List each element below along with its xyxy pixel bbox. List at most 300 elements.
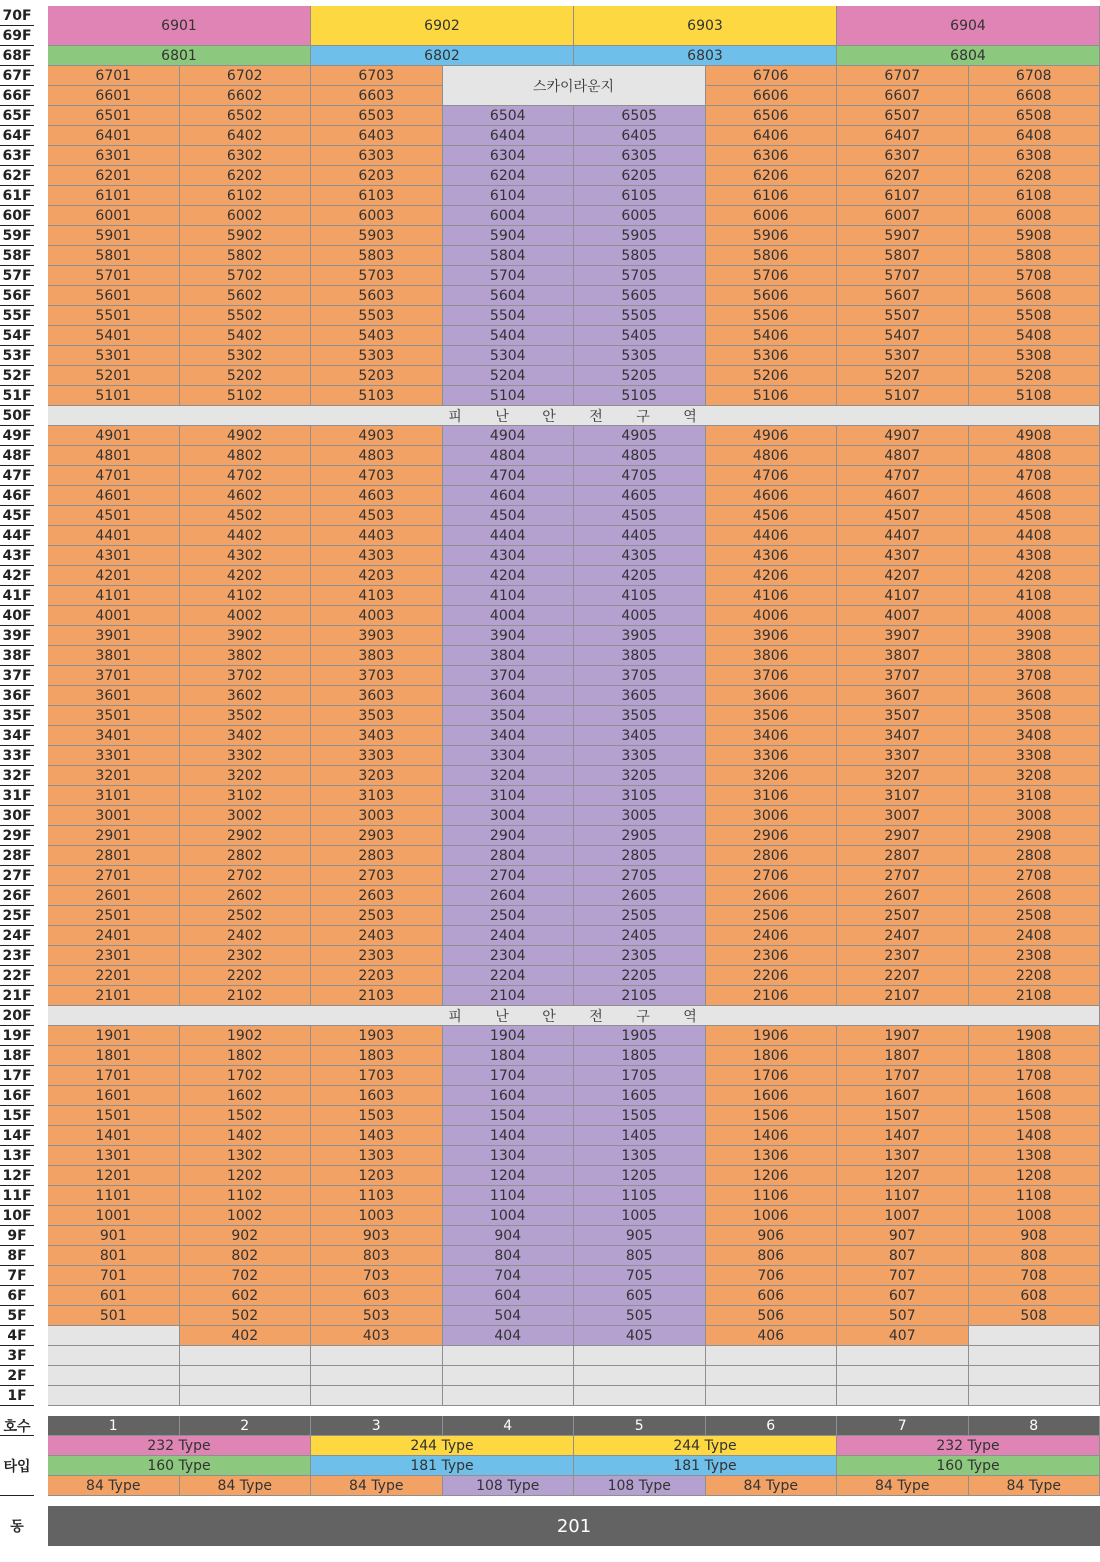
- unit-cell: 403: [311, 1326, 443, 1346]
- unit-cell: 6104: [443, 186, 575, 206]
- unit-cell: 3307: [837, 746, 969, 766]
- floor-label: 31F: [2, 788, 32, 804]
- unit-cell: 904: [443, 1226, 575, 1246]
- unit-cell: 705: [574, 1266, 706, 1286]
- unit-cell: 3908: [969, 626, 1100, 646]
- unit-cell: 1007: [837, 1206, 969, 1226]
- floor-label: 28F: [2, 848, 32, 864]
- unit-cell: 4501: [48, 506, 180, 526]
- unit-cell: 3202: [180, 766, 312, 786]
- unit-cell: 706: [706, 1266, 838, 1286]
- unit-cell: 5306: [706, 346, 838, 366]
- unit-cell: 2503: [311, 906, 443, 926]
- unit-cell: 6006: [706, 206, 838, 226]
- unit-cell: 2806: [706, 846, 838, 866]
- floor-label: 12F: [2, 1168, 32, 1184]
- unit-cell: 2908: [969, 826, 1100, 846]
- unit-cell: 5105: [574, 386, 706, 406]
- floor-label: 49F: [2, 428, 32, 444]
- unit-cell: 1908: [969, 1026, 1100, 1046]
- unit-cell: 903: [311, 1226, 443, 1246]
- unit-cell: 6204: [443, 166, 575, 186]
- unit-cell: 5508: [969, 306, 1100, 326]
- unit-cell: 6501: [48, 106, 180, 126]
- unit-cell: 2904: [443, 826, 575, 846]
- unit-cell: 1703: [311, 1066, 443, 1086]
- unit-cell: 1205: [574, 1166, 706, 1186]
- unit-cell: 5103: [311, 386, 443, 406]
- unit-cell: 5601: [48, 286, 180, 306]
- unit-cell: 5906: [706, 226, 838, 246]
- unit-cell: 3901: [48, 626, 180, 646]
- floor-label: 58F: [2, 248, 32, 264]
- refuge-area-char: 구: [636, 409, 650, 425]
- floor-label: 59F: [2, 228, 32, 244]
- unit-cell: 1304: [443, 1146, 575, 1166]
- unit-cell: 3602: [180, 686, 312, 706]
- unit-cell: 2206: [706, 966, 838, 986]
- floor-label: 36F: [2, 688, 32, 704]
- unit-cell: 5804: [443, 246, 575, 266]
- floor-label: 67F: [2, 68, 32, 84]
- unit-cell: 4406: [706, 526, 838, 546]
- refuge-area-char: 난: [495, 1009, 509, 1025]
- unit-cell: 5808: [969, 246, 1100, 266]
- unit-cell: 4708: [969, 466, 1100, 486]
- unit-cell: 5805: [574, 246, 706, 266]
- unit-cell: 3405: [574, 726, 706, 746]
- unit-cell: 2507: [837, 906, 969, 926]
- unit-cell: 4806: [706, 446, 838, 466]
- unit-number: 8: [969, 1416, 1100, 1436]
- unit-cell: 1604: [443, 1086, 575, 1106]
- refuge-area-row: [48, 1006, 1100, 1026]
- unit-cell: 905: [574, 1226, 706, 1246]
- unit-cell: 2804: [443, 846, 575, 866]
- floor-label: 44F: [2, 528, 32, 544]
- unit-cell: 2604: [443, 886, 575, 906]
- unit-cell: 1805: [574, 1046, 706, 1066]
- unit-cell: 3504: [443, 706, 575, 726]
- unit-cell: 3806: [706, 646, 838, 666]
- unit-cell: 1707: [837, 1066, 969, 1086]
- unit-cell: 504: [443, 1306, 575, 1326]
- refuge-area-char: 전: [589, 409, 603, 425]
- floor-label: 62F: [2, 168, 32, 184]
- empty-cell: [443, 1386, 575, 1406]
- unit-cell: 3302: [180, 746, 312, 766]
- unit-cell: 5705: [574, 266, 706, 286]
- unit-cell: 2305: [574, 946, 706, 966]
- unit-cell: 6708: [969, 66, 1100, 86]
- unit-cell: 3807: [837, 646, 969, 666]
- unit-cell: 1005: [574, 1206, 706, 1226]
- unit-cell: 2105: [574, 986, 706, 1006]
- refuge-area-char: 피: [448, 1009, 462, 1025]
- unit-cell: 1302: [180, 1146, 312, 1166]
- unit-cell: 4104: [443, 586, 575, 606]
- unit-cell: 1401: [48, 1126, 180, 1146]
- unit-cell: 5307: [837, 346, 969, 366]
- unit-cell: 2402: [180, 926, 312, 946]
- unit-cell: 4807: [837, 446, 969, 466]
- unit-cell: 4505: [574, 506, 706, 526]
- unit-cell: 5707: [837, 266, 969, 286]
- unit-cell: 3101: [48, 786, 180, 806]
- unit-cell: 5608: [969, 286, 1100, 306]
- unit-cell: 6606: [706, 86, 838, 106]
- floor-label: 52F: [2, 368, 32, 384]
- refuge-area-char: 안: [542, 409, 556, 425]
- unit-cell: 3402: [180, 726, 312, 746]
- unit-cell: 1104: [443, 1186, 575, 1206]
- unit-cell: 6208: [969, 166, 1100, 186]
- unit-cell: 1507: [837, 1106, 969, 1126]
- refuge-area-char: 역: [683, 1009, 697, 1025]
- unit-cell: 2706: [706, 866, 838, 886]
- empty-cell: [706, 1386, 838, 1406]
- unit-cell: 1804: [443, 1046, 575, 1066]
- unit-cell: 1308: [969, 1146, 1100, 1166]
- unit-cell: 6105: [574, 186, 706, 206]
- unit-cell: 5507: [837, 306, 969, 326]
- unit-cell: 6506: [706, 106, 838, 126]
- unit-cell: 6007: [837, 206, 969, 226]
- floor-label: 4F: [7, 1328, 27, 1344]
- unit-number: 1: [48, 1416, 180, 1436]
- empty-cell: [443, 1366, 575, 1386]
- floor-label: 65F: [2, 108, 32, 124]
- unit-cell: 1701: [48, 1066, 180, 1086]
- unit-cell: 4605: [574, 486, 706, 506]
- unit-cell: 2102: [180, 986, 312, 1006]
- unit-cell: 2408: [969, 926, 1100, 946]
- unit-cell: 3803: [311, 646, 443, 666]
- unit-cell: 6003: [311, 206, 443, 226]
- unit-cell: 1101: [48, 1186, 180, 1206]
- unit-cell: 1905: [574, 1026, 706, 1046]
- unit-cell: 3104: [443, 786, 575, 806]
- unit-cell: 2303: [311, 946, 443, 966]
- unit-cell: 1305: [574, 1146, 706, 1166]
- unit-cell: 1603: [311, 1086, 443, 1106]
- unit-cell: 4705: [574, 466, 706, 486]
- unit-cell: 4305: [574, 546, 706, 566]
- unit-cell: 6601: [48, 86, 180, 106]
- unit-cell: 1606: [706, 1086, 838, 1106]
- unit-cell: 2808: [969, 846, 1100, 866]
- unit-cell: 4906: [706, 426, 838, 446]
- unit-cell: 807: [837, 1246, 969, 1266]
- unit-cell: 4008: [969, 606, 1100, 626]
- unit-cell: 4803: [311, 446, 443, 466]
- unit-cell: 1705: [574, 1066, 706, 1086]
- unit-cell: 2704: [443, 866, 575, 886]
- floor-label: 43F: [2, 548, 32, 564]
- unit-cell: 5807: [837, 246, 969, 266]
- unit-cell: 4902: [180, 426, 312, 446]
- unit-cell: 5403: [311, 326, 443, 346]
- unit-cell: 3208: [969, 766, 1100, 786]
- unit-cell: 6405: [574, 126, 706, 146]
- unit-number: 7: [837, 1416, 969, 1436]
- floor-label: 46F: [2, 488, 32, 504]
- unit-cell: 1301: [48, 1146, 180, 1166]
- unit-cell: 6904: [837, 6, 1100, 46]
- unit-cell: 2907: [837, 826, 969, 846]
- empty-cell: [969, 1326, 1100, 1346]
- unit-cell: 2401: [48, 926, 180, 946]
- unit-cell: 3905: [574, 626, 706, 646]
- unit-cell: 4703: [311, 466, 443, 486]
- unit-cell: 6004: [443, 206, 575, 226]
- floor-label: 15F: [2, 1108, 32, 1124]
- unit-cell: 2802: [180, 846, 312, 866]
- floor-label: 39F: [2, 628, 32, 644]
- unit-cell: 4503: [311, 506, 443, 526]
- empty-cell: [969, 1366, 1100, 1386]
- unit-cell: 5101: [48, 386, 180, 406]
- unit-cell: 4205: [574, 566, 706, 586]
- floor-label: 21F: [2, 988, 32, 1004]
- unit-cell: 6308: [969, 146, 1100, 166]
- unit-cell: 3808: [969, 646, 1100, 666]
- empty-cell: [48, 1326, 180, 1346]
- unit-cell: 6403: [311, 126, 443, 146]
- unit-cell: 6903: [574, 6, 837, 46]
- unit-cell: 4402: [180, 526, 312, 546]
- unit-cell: 3404: [443, 726, 575, 746]
- unit-cell: 4908: [969, 426, 1100, 446]
- refuge-area-char: 구: [636, 1009, 650, 1025]
- floor-label: 56F: [2, 288, 32, 304]
- unit-cell: 4808: [969, 446, 1100, 466]
- unit-cell: 6306: [706, 146, 838, 166]
- unit-cell: 6205: [574, 166, 706, 186]
- floor-label: 70F: [2, 8, 32, 24]
- unit-cell: 3503: [311, 706, 443, 726]
- unit-cell: 5908: [969, 226, 1100, 246]
- unit-cell: 5702: [180, 266, 312, 286]
- unit-cell: 404: [443, 1326, 575, 1346]
- unit-cell: 3608: [969, 686, 1100, 706]
- empty-cell: [48, 1346, 180, 1366]
- unit-cell: 806: [706, 1246, 838, 1266]
- unit-cell: 2606: [706, 886, 838, 906]
- unit-cell: 4702: [180, 466, 312, 486]
- unit-cell: 6801: [48, 46, 311, 66]
- unit-number: 4: [443, 1416, 575, 1436]
- type-cell: 108 Type: [443, 1476, 575, 1496]
- unit-cell: 4302: [180, 546, 312, 566]
- unit-cell: 5208: [969, 366, 1100, 386]
- unit-cell: 5108: [969, 386, 1100, 406]
- empty-cell: [969, 1346, 1100, 1366]
- unit-cell: 6502: [180, 106, 312, 126]
- unit-cell: 4707: [837, 466, 969, 486]
- unit-cell: 4801: [48, 446, 180, 466]
- floor-label: 57F: [2, 268, 32, 284]
- refuge-area-char: 난: [495, 409, 509, 425]
- unit-cell: 608: [969, 1286, 1100, 1306]
- unit-cell: 2501: [48, 906, 180, 926]
- unit-cell: 2902: [180, 826, 312, 846]
- unit-cell: 1306: [706, 1146, 838, 1166]
- type-cell: 160 Type: [48, 1456, 311, 1476]
- unit-cell: 4606: [706, 486, 838, 506]
- empty-cell: [443, 1346, 575, 1366]
- unit-cell: 4404: [443, 526, 575, 546]
- unit-cell: 4006: [706, 606, 838, 626]
- unit-cell: 4003: [311, 606, 443, 626]
- unit-cell: 3801: [48, 646, 180, 666]
- unit-cell: 6302: [180, 146, 312, 166]
- unit-cell: 2906: [706, 826, 838, 846]
- unit-cell: 1106: [706, 1186, 838, 1206]
- unit-cell: 3206: [706, 766, 838, 786]
- floor-label: 23F: [2, 948, 32, 964]
- unit-cell: 1601: [48, 1086, 180, 1106]
- unit-cell: 703: [311, 1266, 443, 1286]
- unit-cell: 4405: [574, 526, 706, 546]
- unit-cell: 902: [180, 1226, 312, 1246]
- unit-cell: 6404: [443, 126, 575, 146]
- unit-cell: 1501: [48, 1106, 180, 1126]
- unit-cell: 2901: [48, 826, 180, 846]
- unit-cell: 4602: [180, 486, 312, 506]
- unit-cell: 6108: [969, 186, 1100, 206]
- unit-cell: 704: [443, 1266, 575, 1286]
- unit-cell: 1208: [969, 1166, 1100, 1186]
- unit-cell: 5205: [574, 366, 706, 386]
- unit-cell: 701: [48, 1266, 180, 1286]
- type-cell: 244 Type: [311, 1436, 574, 1456]
- unit-cell: 3601: [48, 686, 180, 706]
- unit-cell: 702: [180, 1266, 312, 1286]
- unit-cell: 3403: [311, 726, 443, 746]
- unit-cell: 3205: [574, 766, 706, 786]
- unit-cell: 4603: [311, 486, 443, 506]
- unit-cell: 6203: [311, 166, 443, 186]
- unit-cell: 5401: [48, 326, 180, 346]
- unit-cell: 3701: [48, 666, 180, 686]
- type-cell: 84 Type: [48, 1476, 180, 1496]
- unit-cell: 1605: [574, 1086, 706, 1106]
- unit-cell: 4507: [837, 506, 969, 526]
- unit-cell: 3006: [706, 806, 838, 826]
- unit-cell: 1407: [837, 1126, 969, 1146]
- unit-cell: 2903: [311, 826, 443, 846]
- unit-cell: 3804: [443, 646, 575, 666]
- unit-cell: 4607: [837, 486, 969, 506]
- unit-cell: 4704: [443, 466, 575, 486]
- unit-cell: 6402: [180, 126, 312, 146]
- unit-cell: 6401: [48, 126, 180, 146]
- unit-cell: 507: [837, 1306, 969, 1326]
- unit-cell: 5708: [969, 266, 1100, 286]
- unit-cell: 602: [180, 1286, 312, 1306]
- unit-cell: 2505: [574, 906, 706, 926]
- unit-cell: 3306: [706, 746, 838, 766]
- unit-cell: 3707: [837, 666, 969, 686]
- unit-cell: 1808: [969, 1046, 1100, 1066]
- floor-label: 13F: [2, 1148, 32, 1164]
- unit-cell: 3401: [48, 726, 180, 746]
- unit-cell: 1806: [706, 1046, 838, 1066]
- unit-cell: 4907: [837, 426, 969, 446]
- unit-cell: 3207: [837, 766, 969, 786]
- floor-label: 22F: [2, 968, 32, 984]
- unit-cell: 4502: [180, 506, 312, 526]
- unit-cell: 6202: [180, 166, 312, 186]
- floor-label: 25F: [2, 908, 32, 924]
- floor-label: 66F: [2, 88, 32, 104]
- unit-cell: 906: [706, 1226, 838, 1246]
- unit-cell: 6304: [443, 146, 575, 166]
- unit-cell: 808: [969, 1246, 1100, 1266]
- unit-cell: 3201: [48, 766, 180, 786]
- unit-cell: 1008: [969, 1206, 1100, 1226]
- unit-cell: 4407: [837, 526, 969, 546]
- unit-cell: 3605: [574, 686, 706, 706]
- floor-label: 19F: [2, 1028, 32, 1044]
- unit-cell: 2801: [48, 846, 180, 866]
- unit-cell: 4408: [969, 526, 1100, 546]
- unit-cell: 6103: [311, 186, 443, 206]
- unit-cell: 1307: [837, 1146, 969, 1166]
- unit-cell: 3702: [180, 666, 312, 686]
- floor-label: 41F: [2, 588, 32, 604]
- unit-cell: 6301: [48, 146, 180, 166]
- unit-cell: 3407: [837, 726, 969, 746]
- empty-cell: [180, 1346, 312, 1366]
- unit-cell: 3703: [311, 666, 443, 686]
- unit-cell: 5704: [443, 266, 575, 286]
- type-cell: 160 Type: [837, 1456, 1100, 1476]
- unit-cell: 1402: [180, 1126, 312, 1146]
- unit-cell: 4202: [180, 566, 312, 586]
- floor-label: 30F: [2, 808, 32, 824]
- unit-cell: 2803: [311, 846, 443, 866]
- unit-cell: 4106: [706, 586, 838, 606]
- unit-cell: 6803: [574, 46, 837, 66]
- unit-cell: 1807: [837, 1046, 969, 1066]
- unit-cell: 4204: [443, 566, 575, 586]
- unit-cell: 5106: [706, 386, 838, 406]
- unit-cell: 4506: [706, 506, 838, 526]
- unit-cell: 4002: [180, 606, 312, 626]
- unit-cell: 2705: [574, 866, 706, 886]
- unit-cell: 4804: [443, 446, 575, 466]
- dong-value: 201: [48, 1506, 1100, 1546]
- unit-cell: 1801: [48, 1046, 180, 1066]
- unit-cell: 4901: [48, 426, 180, 446]
- empty-cell: [180, 1366, 312, 1386]
- unit-cell: 3001: [48, 806, 180, 826]
- empty-cell: [706, 1366, 838, 1386]
- unit-cell: 4601: [48, 486, 180, 506]
- type-cell: 84 Type: [311, 1476, 443, 1496]
- unit-cell: 6901: [48, 6, 311, 46]
- unit-cell: 5907: [837, 226, 969, 246]
- unit-cell: 3004: [443, 806, 575, 826]
- unit-cell: 2204: [443, 966, 575, 986]
- unit-cell: 4004: [443, 606, 575, 626]
- unit-cell: 4108: [969, 586, 1100, 606]
- unit-cell: 805: [574, 1246, 706, 1266]
- unit-cell: 2101: [48, 986, 180, 1006]
- unit-cell: 1405: [574, 1126, 706, 1146]
